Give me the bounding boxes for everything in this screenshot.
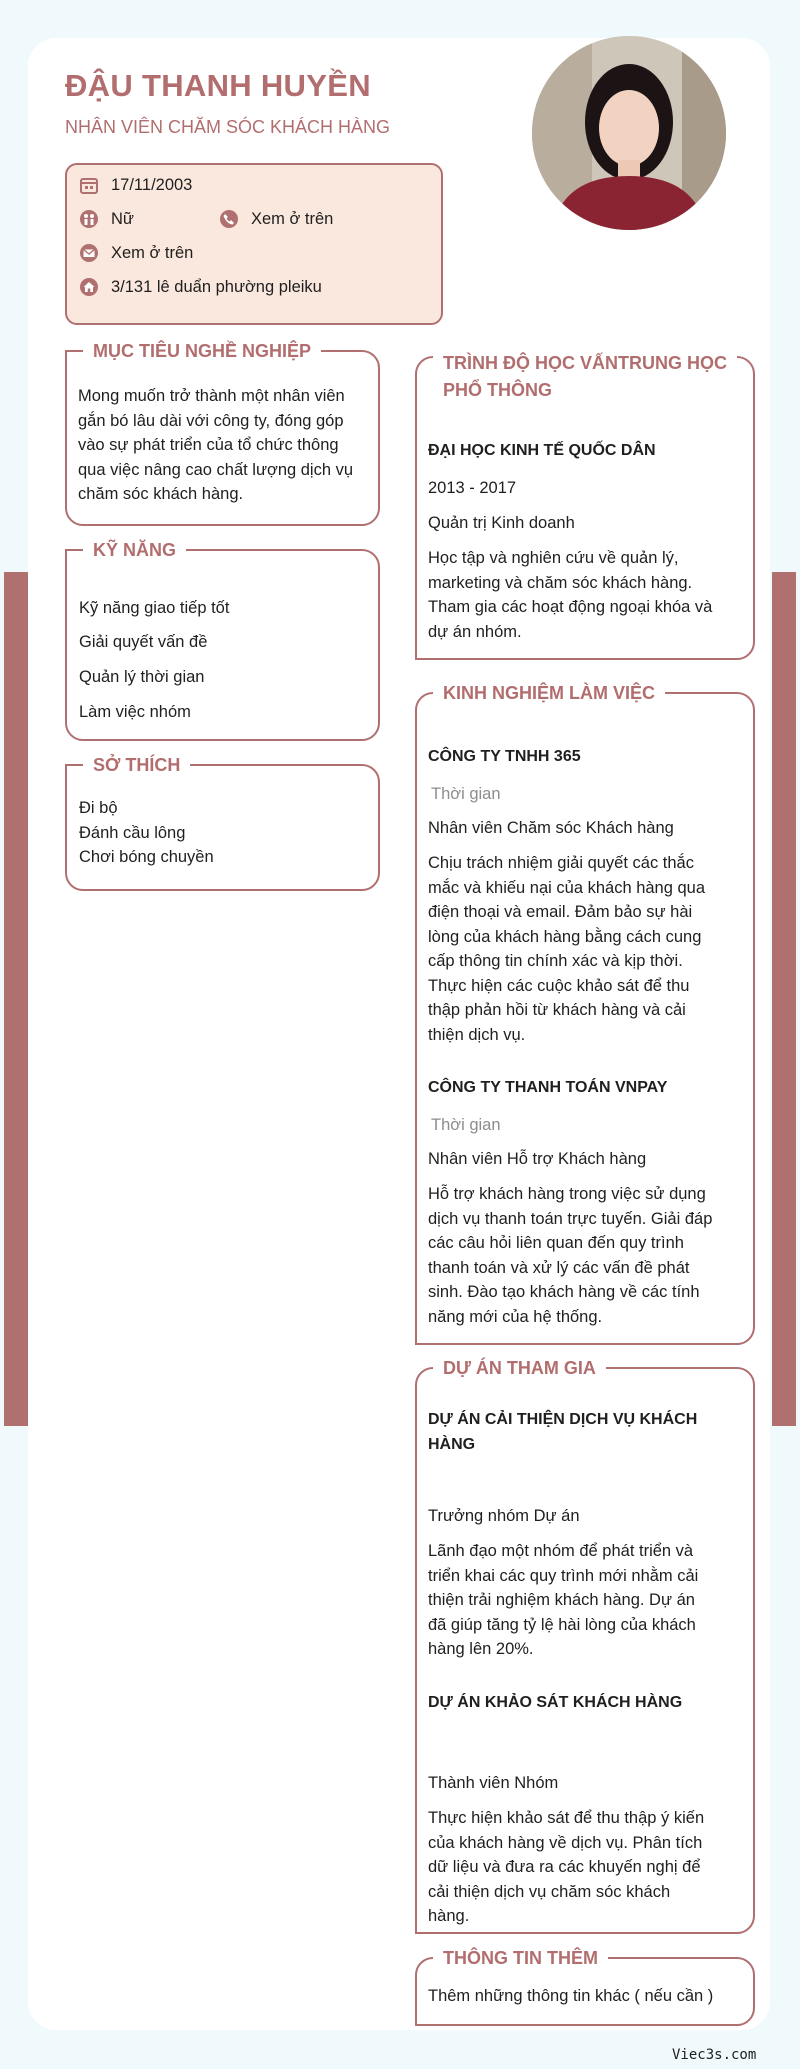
job-desc-line: Hỗ trợ khách hàng trong việc sử dụng (428, 1185, 706, 1203)
job-desc-line: điện thoại và email. Đảm bảo sự hài (428, 903, 693, 921)
experience-section (415, 683, 755, 1345)
project-desc-line: Thực hiện khảo sát để thu thập ý kiến (428, 1809, 705, 1827)
job-desc-line: thập phản hồi từ khách hàng và cải (428, 1001, 686, 1019)
phone-row (219, 209, 333, 229)
project-desc-line: triển khai các quy trình mới nhằm cải (428, 1566, 699, 1585)
project-name: DỰ ÁN KHẢO SÁT KHÁCH HÀNG (428, 1694, 683, 1711)
objective-line: chăm sóc khách hàng. (78, 485, 244, 503)
gender-icon (79, 209, 99, 229)
objective-line: Mong muốn trở thành một nhân viên (78, 387, 345, 405)
job-company: CÔNG TY TNHH 365 (428, 748, 581, 765)
project-name-line: DỰ ÁN CẢI THIỆN DỊCH VỤ KHÁCH (428, 1411, 698, 1428)
projects-title: DỰ ÁN THAM GIA (433, 1355, 606, 1381)
job-desc-line: các câu hỏi liên quan đến quy trình (428, 1234, 684, 1252)
job-desc-line: thanh toán và xử lý các vấn đề phát (428, 1258, 690, 1277)
projects-section (415, 1358, 755, 1934)
education-desc-line: dự án nhóm. (428, 622, 522, 641)
project-name-line: HÀNG (428, 1436, 476, 1453)
objective-line: gắn bó lâu dài với công ty, đóng góp (78, 411, 344, 430)
birthday-value: 17/11/2003 (111, 175, 193, 194)
project-desc-line: dữ liệu và đưa ra các khuyến nghị để (428, 1858, 701, 1876)
candidate-name: ĐẬU THANH HUYỀN (65, 68, 371, 103)
more-info-section (415, 1948, 755, 2026)
skills-section (65, 540, 380, 741)
candidate-title: NHÂN VIÊN CHĂM SÓC KHÁCH HÀNG (65, 117, 391, 137)
gender-value: Nữ (111, 209, 134, 228)
project-role: Trưởng nhóm Dự án (428, 1507, 580, 1525)
right-accent-bar (772, 572, 796, 1426)
job-time: Thời gian (431, 785, 501, 803)
email-value: Xem ở trên (111, 243, 194, 262)
project-desc-line: thiện trải nghiệm khách hàng. Dự án (428, 1591, 695, 1609)
education-title (433, 350, 737, 404)
skills-title: KỸ NĂNG (83, 537, 186, 563)
education-desc-line: Tham gia các hoạt động ngoại khóa và (428, 598, 713, 616)
job-desc-line: lòng của khách hàng bằng cách cung (428, 927, 702, 946)
home-icon (79, 277, 99, 297)
address-value: 3/131 lê duẩn phường pleiku (111, 277, 322, 296)
job-desc-line: cấp thông tin chính xác và kịp thời. (428, 952, 683, 970)
job-desc-line: năng mới của hệ thống. (428, 1307, 603, 1326)
project-desc-line: hàng lên 20%. (428, 1640, 534, 1658)
project-desc (428, 1539, 728, 1662)
education-title-line: TRÌNH ĐỘ HỌC VẤNTRUNG HỌC (443, 353, 727, 373)
job-time: Thời gian (431, 1116, 501, 1134)
project-desc-line: đã giúp tăng tỷ lệ hài lòng của khách (428, 1615, 696, 1634)
job-desc-line: mắc và khiếu nại của khách hàng qua (428, 878, 706, 897)
job-desc-line: thiện dịch vụ. (428, 1025, 526, 1044)
objective-line: vào sự phát triển của tổ chức thông (78, 436, 339, 454)
job-desc (428, 1182, 728, 1329)
job-role: Nhân viên Hỗ trợ Khách hàng (428, 1150, 647, 1168)
left-accent-bar (4, 572, 28, 1426)
job-desc-line: sinh. Đào tạo khách hàng về các tính (428, 1283, 700, 1301)
hobby-item: Chơi bóng chuyền (79, 848, 214, 866)
calendar-icon (79, 175, 99, 195)
project-desc (428, 1806, 728, 1929)
watermark: Viec3s.com (672, 2047, 757, 2063)
skill-item: Quản lý thời gian (79, 668, 205, 686)
objective-section (65, 341, 380, 526)
phone-value: Xem ở trên (251, 209, 334, 228)
job-desc (428, 851, 728, 1047)
email-row (79, 243, 193, 263)
hobby-item: Đánh cầu lông (79, 824, 186, 842)
education-period: 2013 - 2017 (428, 479, 517, 497)
more-info-text: Thêm những thông tin khác ( nếu cần ) (428, 1987, 714, 2005)
hobbies-section (65, 755, 380, 891)
portrait-illustration (532, 36, 726, 230)
education-desc (428, 546, 728, 644)
objective-title: MỤC TIÊU NGHỀ NGHIỆP (83, 338, 321, 364)
gender-row (79, 209, 134, 229)
education-title-line: PHỔ THÔNG (443, 380, 553, 400)
project-role: Thành viên Nhóm (428, 1774, 559, 1792)
email-icon (79, 243, 99, 263)
skill-item: Kỹ năng giao tiếp tốt (79, 599, 230, 617)
address-row (79, 277, 322, 297)
project-desc-line: cải thiện dịch vụ chăm sóc khách (428, 1882, 671, 1901)
skill-item: Giải quyết vấn đề (79, 633, 208, 651)
project-desc-line: hàng. (428, 1907, 470, 1925)
objective-text (78, 384, 378, 507)
job-desc-line: Thực hiện các cuộc khảo sát để thu (428, 976, 690, 995)
project-desc-line: Lãnh đạo một nhóm để phát triển và (428, 1542, 694, 1560)
education-desc-line: marketing và chăm sóc khách hàng. (428, 573, 693, 592)
job-desc-line: dịch vụ thanh toán trực tuyến. Giải đáp (428, 1209, 713, 1228)
education-major: Quản trị Kinh doanh (428, 514, 575, 532)
project-name (428, 1407, 697, 1457)
contact-info-box (65, 163, 443, 325)
hobbies-title: SỞ THÍCH (83, 752, 190, 778)
education-section (415, 353, 755, 660)
job-role: Nhân viên Chăm sóc Khách hàng (428, 819, 674, 837)
phone-icon (219, 209, 239, 229)
job-desc-line: Chịu trách nhiệm giải quyết các thắc (428, 854, 694, 872)
experience-title: KINH NGHIỆM LÀM VIỆC (433, 680, 665, 706)
school-name: ĐẠI HỌC KINH TẾ QUỐC DÂN (428, 442, 656, 459)
skill-item: Làm việc nhóm (79, 703, 191, 721)
hobby-item: Đi bộ (79, 799, 118, 817)
objective-line: qua việc nâng cao chất lượng dịch vụ (78, 460, 354, 479)
more-info-title: THÔNG TIN THÊM (433, 1945, 608, 1971)
job-company: CÔNG TY THANH TOÁN VNPAY (428, 1079, 668, 1096)
profile-photo (532, 36, 726, 230)
education-desc-line: Học tập và nghiên cứu về quản lý, (428, 549, 679, 567)
birthday-row (79, 175, 192, 195)
project-desc-line: của khách hàng về dịch vụ. Phân tích (428, 1833, 703, 1852)
